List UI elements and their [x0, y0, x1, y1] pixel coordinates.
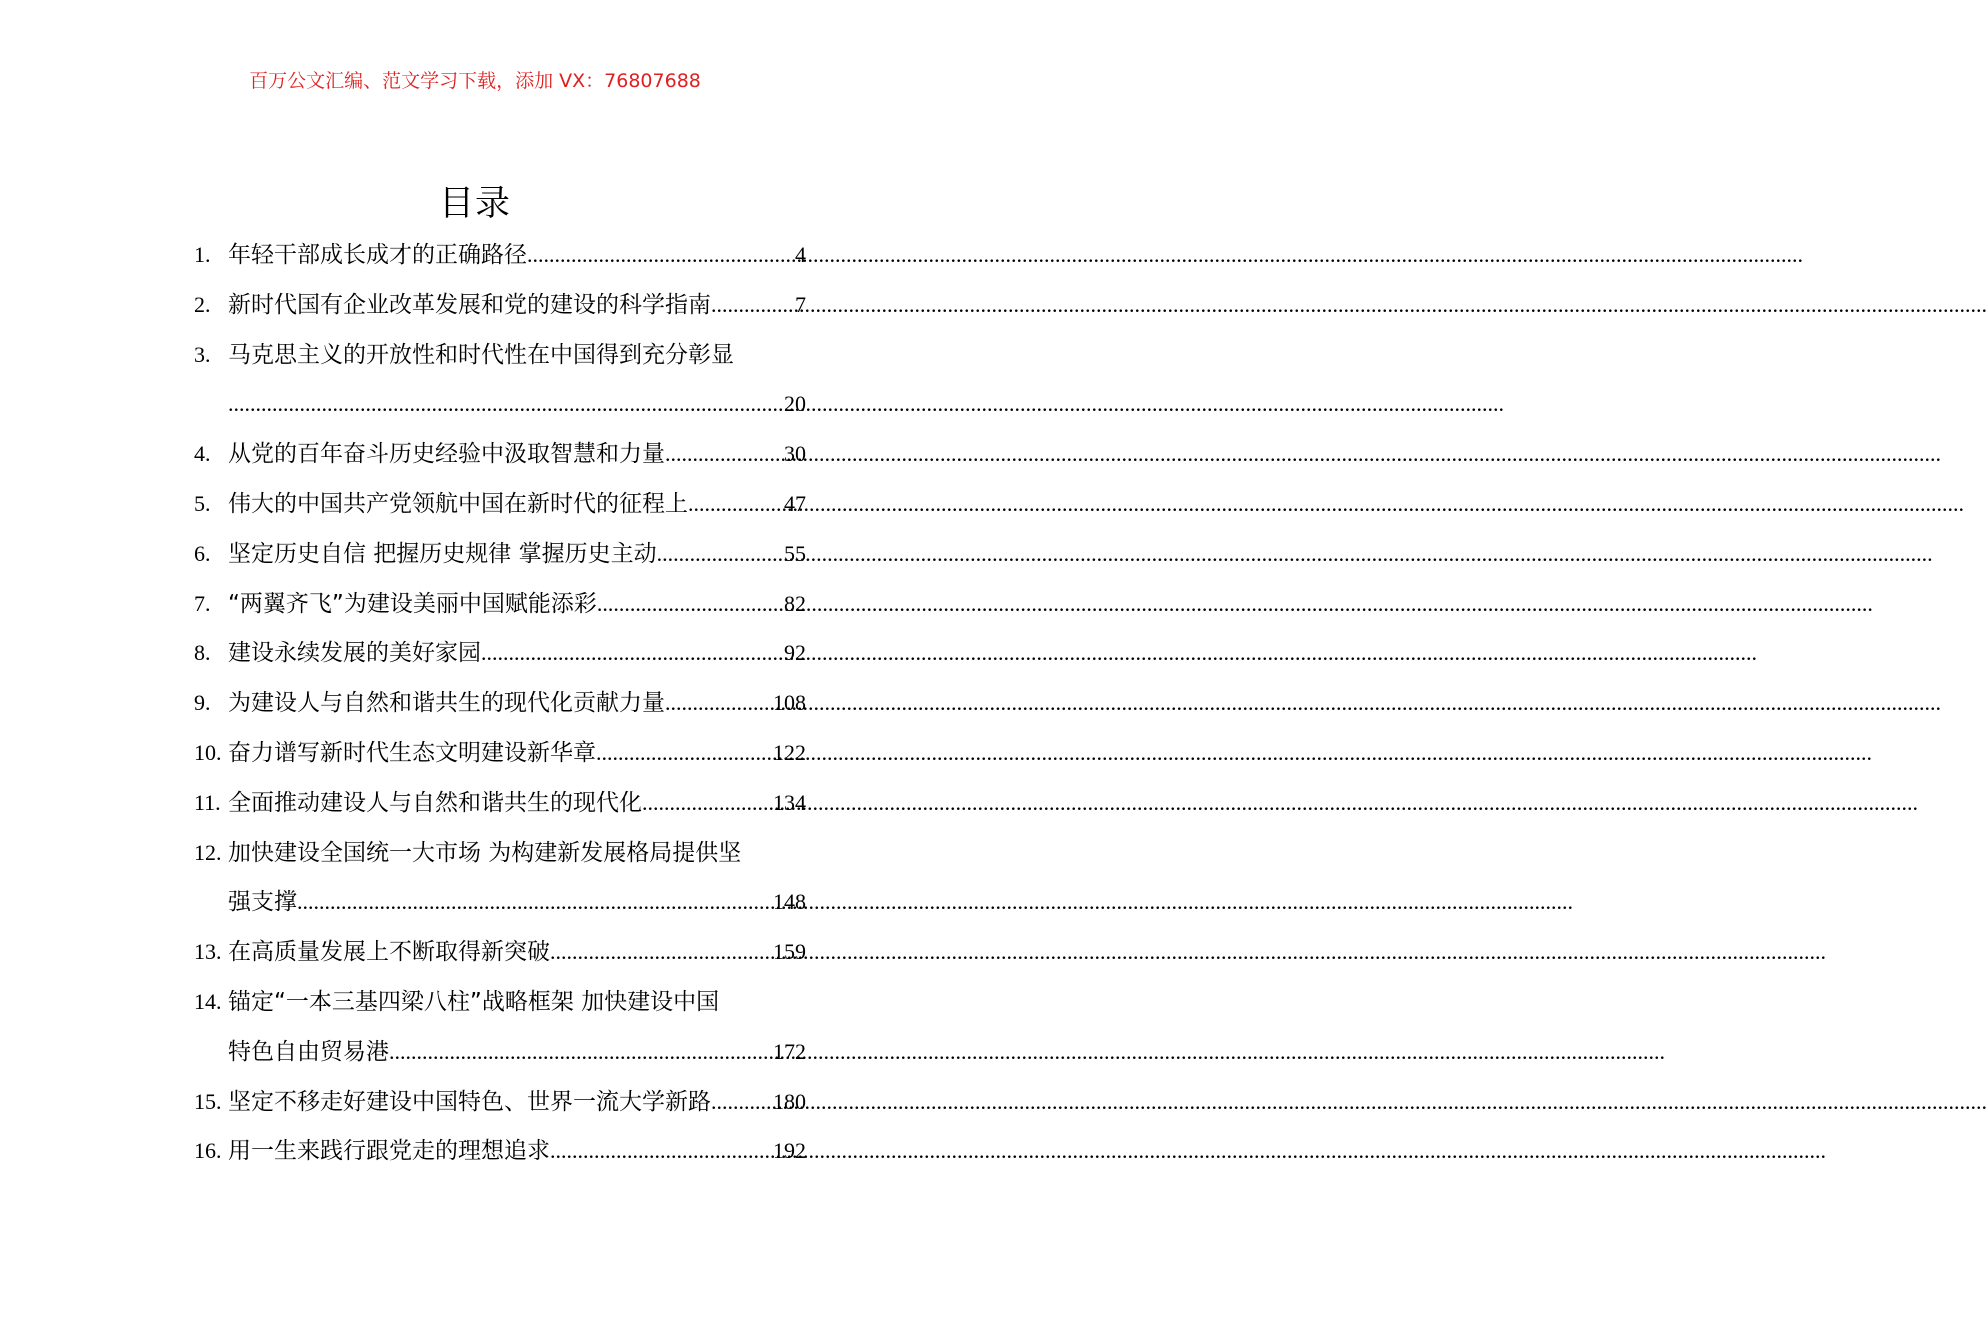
toc-entry-number: 12. [194, 839, 222, 865]
toc-entry[interactable] [194, 429, 806, 479]
toc-entry-title: 奋力谱写新时代生态文明建设新华章 [228, 739, 596, 766]
toc-dot-leader [481, 628, 784, 678]
toc-entry-number: 10. [194, 739, 222, 765]
toc-entry-number: 3. [194, 341, 211, 367]
toc-entry-line [194, 877, 806, 927]
toc-entry-page-number: 30 [784, 441, 806, 467]
toc-entry-line [194, 379, 806, 429]
toc-entry-page-number: 122 [773, 739, 806, 765]
toc-entry-title: 坚定不移走好建设中国特色、世界一流大学新路 [228, 1088, 711, 1115]
toc-dot-leader [657, 529, 784, 579]
toc-entry[interactable] [194, 927, 806, 977]
page-title: 目录 [438, 184, 511, 224]
toc-entry-title: 强支撑 [228, 889, 297, 916]
toc-entry-page-number: 82 [784, 590, 806, 616]
toc-entry-number: 1. [194, 242, 211, 267]
toc-entry-title: 为建设人与自然和谐共生的现代化贡献力量 [228, 690, 665, 717]
toc-entry-line [194, 579, 806, 629]
toc-dot-leader [550, 1126, 773, 1176]
toc-entry-title: 加快建设全国统一大市场 为构建新发展格局提供坚 [228, 839, 742, 866]
toc-entry-title: 伟大的中国共产党领航中国在新时代的征程上 [228, 490, 688, 517]
toc-dot-leader [596, 728, 773, 778]
toc-entry-title: 从党的百年奋斗历史经验中汲取智慧和力量 [228, 441, 665, 468]
toc-entry-line [194, 728, 806, 778]
toc-entry-line [194, 828, 806, 878]
toc-entry-line [194, 429, 806, 479]
toc-dot-leader [711, 280, 795, 330]
toc-entry[interactable] [194, 728, 806, 778]
toc-entry-title: 全面推动建设人与自然和谐共生的现代化 [228, 789, 642, 816]
toc-entry[interactable] [194, 479, 806, 529]
toc-entry-title: 锚定“一本三基四梁八柱”战略框架 加快建设中国 [228, 988, 720, 1015]
toc-entry[interactable] [194, 529, 806, 579]
toc-entry-title: 建设永续发展的美好家园 [228, 640, 481, 667]
toc-entry-page-number: 180 [773, 1088, 806, 1114]
toc-entry[interactable] [194, 628, 806, 678]
toc-entry-page-number: 7 [795, 291, 806, 317]
toc-entry-line [194, 1077, 806, 1127]
toc-dot-leader [389, 1027, 773, 1077]
toc-entry-page-number: 55 [784, 540, 806, 566]
toc-entry-title: 坚定历史自信 把握历史规律 掌握历史主动 [228, 540, 657, 567]
toc-entry[interactable] [194, 230, 806, 280]
toc-entry-number: 11. [194, 789, 221, 815]
toc-entry-line [194, 230, 806, 280]
toc-entry-line [194, 1126, 806, 1176]
toc-entry-number: 4. [194, 441, 211, 467]
toc-entry-page-number: 47 [784, 490, 806, 516]
toc-dot-leader [297, 877, 773, 927]
toc-entry-line [194, 628, 806, 678]
toc-entry-page-number: 159 [773, 939, 806, 965]
toc-entry-number: 2. [194, 291, 211, 317]
toc-entry-page-number: 192 [773, 1138, 806, 1164]
toc-entry-line [194, 778, 806, 828]
toc-entry[interactable] [194, 778, 806, 828]
toc-entry-page-number: 4 [795, 242, 806, 267]
toc-entry[interactable] [194, 828, 806, 928]
toc-entry-title: “两翼齐飞”为建设美丽中国赋能添彩 [228, 590, 597, 617]
toc-entry[interactable] [194, 1077, 806, 1127]
toc-dot-leader [550, 927, 773, 977]
toc-entry-number: 9. [194, 690, 211, 716]
toc-entry-number: 15. [194, 1088, 222, 1114]
toc-entry-page-number: 20 [784, 391, 806, 417]
toc-entry[interactable] [194, 977, 806, 1077]
toc-entry-page-number: 134 [773, 789, 806, 815]
toc-entry-line [194, 1027, 806, 1077]
toc-dot-leader [527, 230, 795, 280]
toc-entry-number: 8. [194, 640, 211, 666]
toc-entry[interactable] [194, 280, 806, 330]
toc-dot-leader [642, 778, 773, 828]
toc-entry-number: 5. [194, 490, 211, 516]
toc-entry-line [194, 330, 806, 380]
toc-entry-line [194, 977, 806, 1027]
toc-entry[interactable] [194, 678, 806, 728]
toc-dot-leader [228, 379, 784, 429]
toc-dot-leader [711, 1077, 773, 1127]
toc-entry-number: 16. [194, 1138, 222, 1164]
toc-entry-title: 年轻干部成长成才的正确路径 [228, 242, 527, 268]
table-of-contents [194, 230, 806, 1176]
toc-entry[interactable] [194, 330, 806, 430]
toc-entry-page-number: 108 [773, 690, 806, 716]
toc-entry-number: 7. [194, 590, 211, 616]
toc-entry-line [194, 927, 806, 977]
toc-entry-page-number: 92 [784, 640, 806, 666]
toc-entry-number: 14. [194, 988, 222, 1014]
toc-entry[interactable] [194, 579, 806, 629]
toc-entry-title: 在高质量发展上不断取得新突破 [228, 939, 550, 966]
toc-entry-title: 用一生来践行跟党走的理想追求 [228, 1138, 550, 1165]
toc-entry-number: 6. [194, 540, 211, 566]
toc-dot-leader [665, 678, 773, 728]
toc-dot-leader [665, 429, 784, 479]
toc-dot-leader [688, 479, 784, 529]
watermark-header: 百万公文汇编、范文学习下载，添加 VX：76807688 [249, 70, 701, 92]
toc-entry-title: 马克思主义的开放性和时代性在中国得到充分彰显 [228, 341, 734, 368]
toc-entry-page-number: 172 [773, 1038, 806, 1064]
toc-entry-page-number: 148 [773, 889, 806, 915]
toc-entry-title: 特色自由贸易港 [228, 1038, 389, 1065]
toc-entry-line [194, 678, 806, 728]
toc-entry-number: 13. [194, 939, 222, 965]
toc-entry-line [194, 280, 806, 330]
toc-entry-line [194, 479, 806, 529]
toc-dot-leader [597, 579, 784, 629]
toc-entry-title: 新时代国有企业改革发展和党的建设的科学指南 [228, 291, 711, 318]
toc-entry[interactable] [194, 1126, 806, 1176]
toc-entry-line [194, 529, 806, 579]
